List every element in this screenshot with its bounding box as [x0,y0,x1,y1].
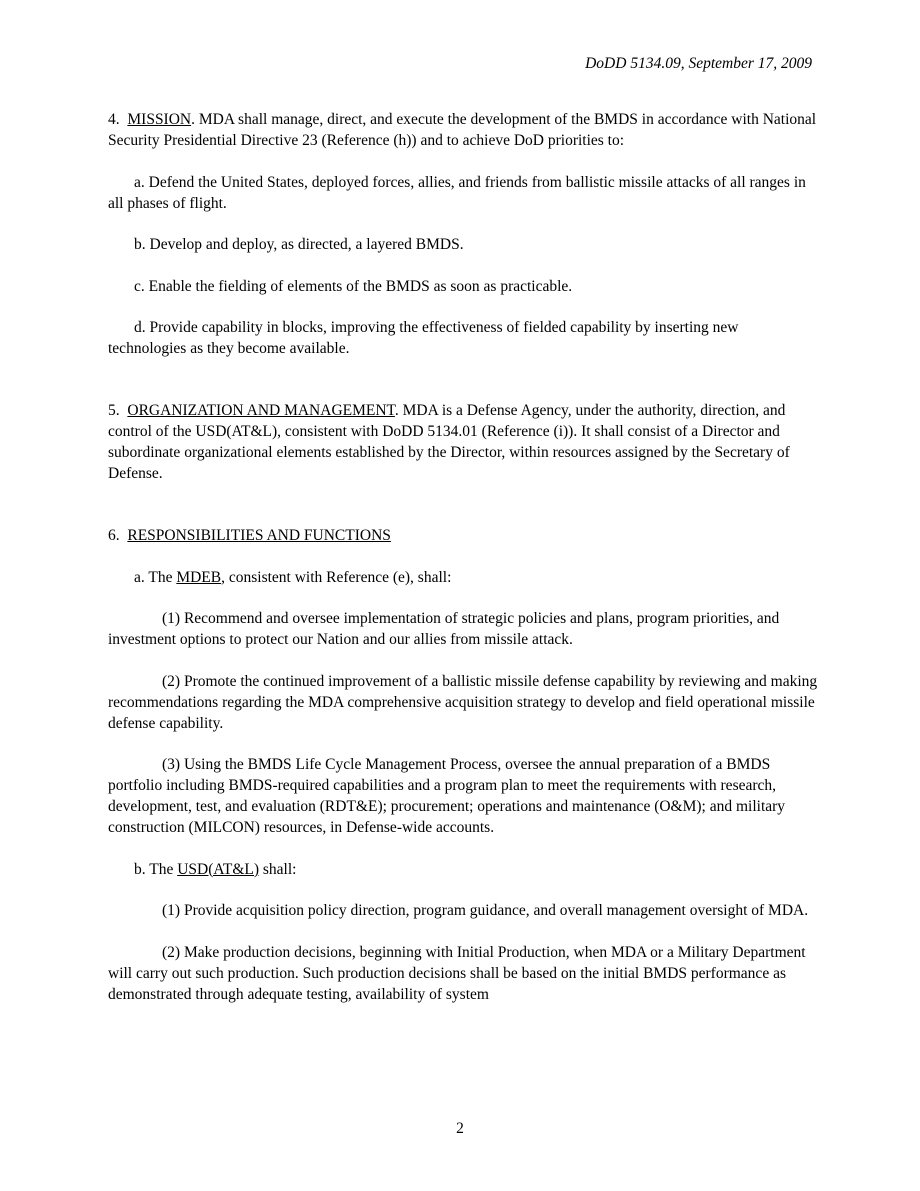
section-6-responsibilities [108,525,818,546]
document-body [108,109,818,1005]
mdeb-item-1: (1) Recommend and oversee implementation of strategic policies and plans, program priorities, and investment options to protect our Nation and our allies from missile attack. [108,610,780,648]
section-4-heading: MISSION [127,111,192,128]
section-5-body: . MDA is a Defense Agency, under the authority, direction, and control of the USD(AT&L), consistent with DoDD 5134.01 (Reference (i)). It shall consist of a Director and subordinate organizational elements established by the Director, within resources assigned by the Secretary of Defense. [108,402,790,482]
mdeb-item-2: (2) Promote the continued improvement of a ballistic missile defense capability by reviewing and making recommendations regarding the MDA comprehensive acquisition strategy to develop and field operational missile defense capability. [108,672,818,732]
mdeb-suffix: , consistent with Reference (e), shall: [221,568,452,586]
mdeb-entity: MDEB [176,568,222,586]
mission-item-a: a. Defend the United States, deployed forces, allies, and friends from ballistic missile attacks of all ranges in all phases of flight. [108,173,806,212]
mdeb-prefix: a. The [134,568,177,586]
document-reference-header: DoDD 5134.09, September 17, 2009 [585,55,812,72]
usd-atl-subsection [108,859,818,880]
usd-atl-item-2: (2) Make production decisions, beginning with Initial Production, when MDA or a Military Department will carry out such production. Such production decisions shall be based on the initial BMDS performance as demonstrated through adequate testing, availability of system [108,943,806,1003]
usd-atl-item-1: (1) Provide acquisition policy direction, program guidance, and overall management oversight of MDA. [162,902,809,919]
section-5-number: 5. [108,402,120,419]
section-5-organization [108,400,818,484]
mdeb-item-3: (3) Using the BMDS Life Cycle Management Process, oversee the annual preparation of a BMDS portfolio including BMDS-required capabilities and a program plan to meet the requirements with research, development, test, and evaluation (RDT&E); procurement; operations and maintenance (O&M); and military construction (MILCON) resources, in Defense-wide accounts. [108,756,786,836]
section-4-mission [108,109,818,151]
mdeb-subsection [108,567,818,588]
section-4-intro: . MDA shall manage, direct, and execute the development of the BMDS in accordance with National Security Presidential Directive 23 (Reference (h)) and to achieve DoD priorities to: [108,111,817,149]
usd-atl-prefix: b. The [134,860,178,878]
usd-atl-entity: USD(AT&L) [177,860,260,878]
section-6-number: 6. [108,527,120,544]
section-4-number: 4. [108,111,120,128]
section-6-heading: RESPONSIBILITIES AND FUNCTIONS [127,527,391,544]
mission-item-b: b. Develop and deploy, as directed, a layered BMDS. [134,236,464,253]
mission-item-c: c. Enable the fielding of elements of the BMDS as soon as practicable. [134,277,573,295]
section-5-heading: ORGANIZATION AND MANAGEMENT [127,402,395,419]
page-number: 2 [456,1120,464,1137]
mission-item-d: d. Provide capability in blocks, improving the effectiveness of fielded capability by inserting new technologies as they become available. [108,319,739,357]
usd-atl-suffix: shall: [259,860,297,878]
